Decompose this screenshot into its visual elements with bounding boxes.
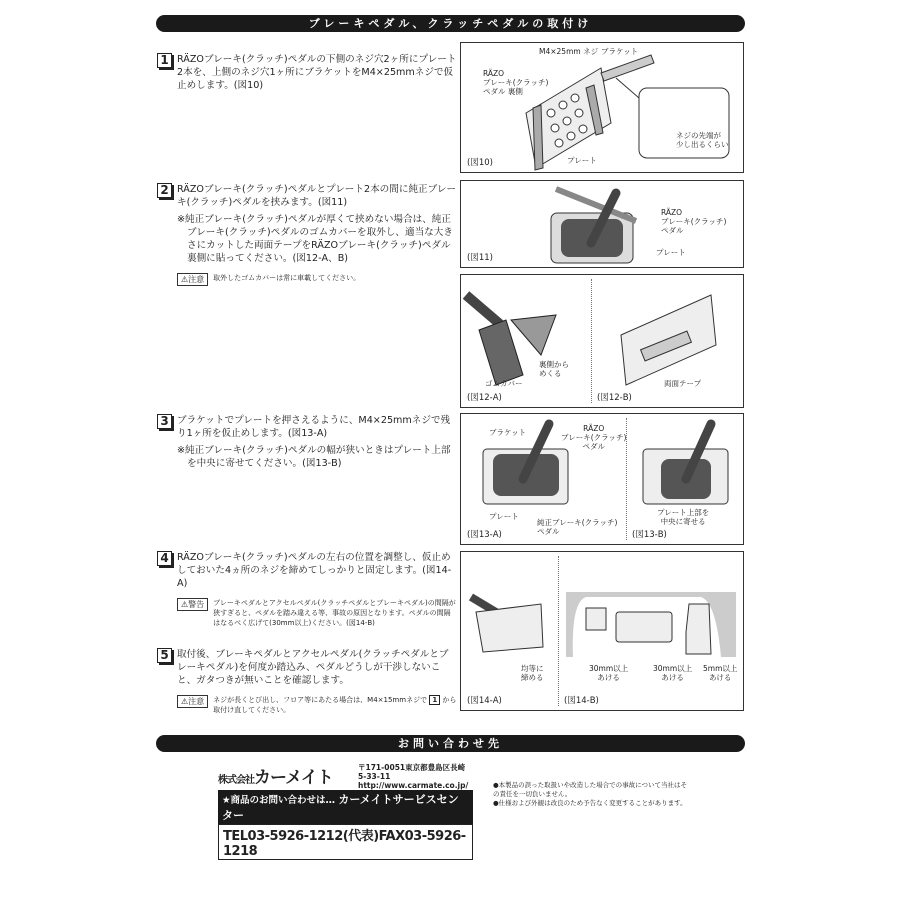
label-gap-2: 30mm以上 あける: [653, 664, 693, 682]
figure-11: [460, 180, 744, 268]
figure-caption: (図13-A): [467, 530, 502, 540]
caution-text: ネジが長くとび出し、フロア等にあたる場合は、M4×15mmネジで: [213, 696, 428, 704]
rubber-cover-illustration: [461, 275, 745, 409]
section-header: ブレーキペダル、クラッチペダルの取付け: [156, 15, 745, 32]
phone-fax: TEL03-5926-1212(代表)FAX03-5926-1218: [218, 824, 473, 860]
label-screw: M4×25mm ネジ: [539, 47, 599, 56]
step-note: ※純正ブレーキ(クラッチ)ペダルの幅が狭いときはプレート上部を中央に寄せてください。(図13-B): [177, 445, 451, 469]
label-pedal-back: RÄZO ブレーキ(クラッチ) ペダル 裏側: [483, 69, 549, 96]
figure-13: [460, 413, 744, 545]
step-3: [157, 414, 457, 470]
figure-caption: (図11): [467, 253, 493, 263]
step-text: RÄZOブレーキ(クラッチ)ペダルの左右の位置を調整し、仮止めしておいた4ヵ所のネジを締めてしっかりと固定します。(図14-A): [177, 552, 452, 589]
figure-caption: (図12-B): [597, 393, 632, 403]
service-center: カーメイトサービスセンター: [222, 793, 459, 822]
service-label: ★商品のお問い合わせは…: [222, 795, 336, 806]
step-number: 2: [157, 183, 172, 198]
label-tape: 両面テープ: [664, 379, 702, 388]
label-peel: 裏側から めくる: [539, 360, 569, 378]
company-logo: カーメイト: [254, 768, 333, 788]
step-ref: 1: [429, 695, 440, 705]
figure-caption: (図10): [467, 158, 493, 168]
figure-10: [460, 42, 744, 173]
pedal-spacing-illustration: [461, 552, 745, 712]
caution-tag: ⚠注意: [177, 695, 208, 708]
label-bracket: ブラケット: [489, 428, 527, 437]
label-center-note: プレート上部を 中央に寄せる: [657, 508, 710, 526]
label-cover: ゴムカバー: [485, 379, 523, 388]
step-text: RÄZOブレーキ(クラッチ)ペダルとプレート2本の間に純正ブレーキ(クラッチ)ペダルを挟みます。(図11): [177, 184, 457, 208]
disclaimers: [493, 781, 693, 808]
step-text: 取付後、ブレーキペダルとアクセルペダル(クラッチペダルとブレーキペダル)を何度か踏込み、ペダルどうしが干渉しないこと、ガタつきが無いことを確認します。: [177, 649, 449, 686]
company-url[interactable]: http://www.carmate.co.jp/: [358, 781, 469, 790]
step-number: 1: [157, 53, 172, 68]
step-2: [157, 183, 457, 286]
label-pedal: RÄZO ブレーキ(クラッチ) ペダル: [661, 208, 727, 235]
warning-tag: ⚠警告: [177, 598, 208, 611]
step-text: RÄZOブレーキ(クラッチ)ペダルの下側のネジ穴2ヶ所にプレート2本を、上側のネジ穴1ヶ所にブラケットをM4×25mmネジで仮止めします。(図10): [177, 54, 457, 91]
label-plate: プレート: [489, 512, 519, 521]
disclaimer-item: ●仕様および外観は改良のため予告なく変更することがあります。: [493, 799, 687, 807]
warning-text: ブレーキペダルとアクセルペダル(クラッチペダルとブレーキペダル)の間隔が狭すぎると、ペダルを踏み違える等、事故の原因となります。ペダルの間隔はなるべく広げて(30mm以上)ください。(図14-B): [213, 599, 456, 627]
step-number: 5: [157, 648, 172, 663]
label-plate: プレート: [567, 156, 597, 165]
label-oem-pedal: 純正ブレーキ(クラッチ) ペダル: [537, 518, 618, 536]
step-note: ※純正ブレーキ(クラッチ)ペダルが厚くて挟めない場合は、純正ブレーキ(クラッチ)ペダルのゴムカバーを取外し、適当な大きさにカットした両面テープをRÄZOブレーキ(クラッチ)ペダル裏側に貼ってください。(図12-A、B): [177, 214, 453, 264]
caution-text: 取外したゴムカバーは常に車載してください。: [213, 274, 361, 282]
disclaimer-item: ●本製品の誤った取扱いや改造した場合での事故について当社はその責任を一切負いません。: [493, 781, 688, 798]
label-pedal: RÄZO ブレーキ(クラッチ) ペダル: [561, 424, 627, 451]
company-prefix: 株式会社: [218, 775, 254, 786]
figure-14: [460, 551, 744, 711]
step-number: 4: [157, 551, 172, 566]
step-5: [157, 648, 457, 715]
contact-header: お問い合わせ先: [156, 735, 745, 752]
pedal-back-illustration: [461, 43, 745, 174]
company-block: [218, 763, 473, 860]
label-detail: ネジの先端が 少し出るくらい: [676, 131, 729, 149]
step-1: [157, 53, 457, 92]
figure-caption: (図14-A): [467, 696, 502, 706]
label-gap-3: 5mm以上 あける: [703, 664, 738, 682]
caution-tag: ⚠注意: [177, 273, 208, 286]
step-number: 3: [157, 414, 172, 429]
figure-12: [460, 274, 744, 408]
step-4: [157, 551, 457, 628]
step-text: ブラケットでプレートを押さえるように、M4×25mmネジで残り1ヶ所を仮止めします。(図13-A): [177, 415, 451, 439]
label-even-tighten: 均等に 締める: [521, 664, 544, 682]
company-address: 〒171-0051東京都豊島区長崎5-33-11: [358, 763, 466, 781]
figure-caption: (図13-B): [632, 530, 667, 540]
figure-caption: (図14-B): [564, 696, 599, 706]
figure-caption: (図12-A): [467, 393, 502, 403]
label-gap-1: 30mm以上 あける: [589, 664, 629, 682]
label-plate: プレート: [656, 248, 686, 257]
label-bracket: ブラケット: [601, 47, 639, 56]
caution-text-2: から取付け直してください。: [213, 696, 457, 714]
